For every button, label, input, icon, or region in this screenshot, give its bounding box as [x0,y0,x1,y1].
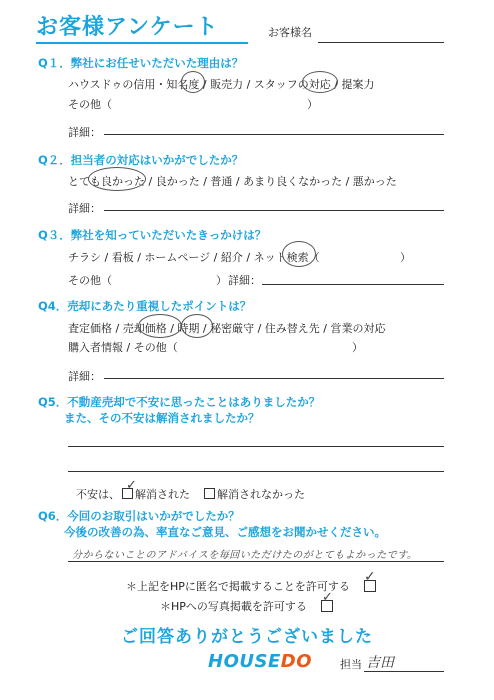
q4-options: 査定価格 / 売却価格 / 時期 / 秘密厳守 / 住み替え先 / 営業の対応 [68,322,386,335]
q2-detail-label: 詳細： [68,202,101,215]
q1-options: ハウスドゥの信用・知名度 / 販売力 / スタッフの対応 / 提案力 [68,78,375,91]
q1-other-label: その他（ [68,98,112,111]
q3-detail-label: 詳細： [228,274,261,287]
q4-question: Q4．売却にあたり重視したポイントは？ [38,299,252,313]
q3-options-close: ） [400,251,411,264]
q5-answer-line-2[interactable] [68,471,444,472]
q4-options-close: ） [352,341,363,354]
title-underline [36,42,248,44]
consent-photo-label: ＊HPへの写真掲載を許可する [160,600,307,613]
q2-mark-very-good [88,167,146,191]
tantou-label: 担当 [340,658,362,671]
customer-name-label: お客様名 [268,26,312,39]
q4-detail-line[interactable] [104,378,444,379]
q5-unresolved-label: 解消されなかった [217,488,305,501]
q6-question-line2: 今後の改善の為、率直なご意見、ご感想をお聞かせください。 [64,525,386,539]
q2-detail-line[interactable] [104,210,444,211]
q5-question-line2: また、その不安は解消されましたか？ [64,411,260,425]
q2-question: Q２．担当者の対応はいかがでしたか？ [38,153,244,167]
q3-question: Q３．弊社を知っていただいたきっかけは？ [38,228,267,242]
q5-anxiety-label: 不安は、 [76,488,120,501]
q3-options: チラシ / 看板 / ホームページ / 紹介 / ネット検索（ [68,251,320,264]
tantou-line [364,671,444,672]
q5-unresolved-option[interactable] [204,486,305,502]
q1-other-close: ） [307,98,318,111]
q4-detail-label: 詳細： [68,370,101,383]
q1-detail-line[interactable] [104,134,444,135]
housedo-logo [208,651,312,672]
q4-mark-price [138,314,182,338]
q5-question-line1: Q5．不動産売却で不安に思ったことはありましたか？ [38,395,321,409]
q6-question-line1: Q6．今回のお取引はいかがでしたか？ [38,509,240,523]
q6-answer-handwriting: 分からないことのアドバイスを毎回いただけたのがとてもよかったです。 [72,550,418,561]
q3-other-close: ） [216,274,227,287]
q3-detail-line[interactable] [262,284,444,285]
q3-other-label: その他（ [68,274,112,287]
thanks-message: ご回答ありがとうございました [121,627,373,647]
consent-anonymous-label: ＊上記をHPに匿名で掲載することを許可する [126,580,350,593]
q3-mark-net [282,241,316,267]
q1-question: Q１．弊社にお任せいただいた理由は？ [38,56,244,70]
q1-detail-label: 詳細： [68,126,101,139]
q6-answer-line[interactable] [68,561,444,562]
q1-mark-chimeido [181,71,205,93]
q1-mark-staff [302,71,338,93]
logo-do-text: DO [280,651,312,672]
customer-name-line[interactable] [318,42,444,43]
tantou-name-handwriting: 吉田 [366,655,394,671]
consent-anonymous-check-icon: ✓ [364,569,376,585]
q4-options-line2: 購入者情報 / その他（ [68,341,178,354]
q5-resolved-label: 解消された [135,488,190,501]
q5-answer-line-1[interactable] [68,446,444,447]
survey-title: お客様アンケート [36,15,219,40]
q2-options: とても良かった / 良かった / 普通 / あまり良くなかった / 悪かった [68,175,397,188]
q4-mark-timing [181,314,213,338]
q5-unresolved-checkbox[interactable] [204,488,215,499]
logo-house-text: HOUSE [208,651,281,672]
consent-photo-check-icon: ✓ [322,590,333,605]
q5-resolved-check-icon: ✓ [126,478,137,493]
